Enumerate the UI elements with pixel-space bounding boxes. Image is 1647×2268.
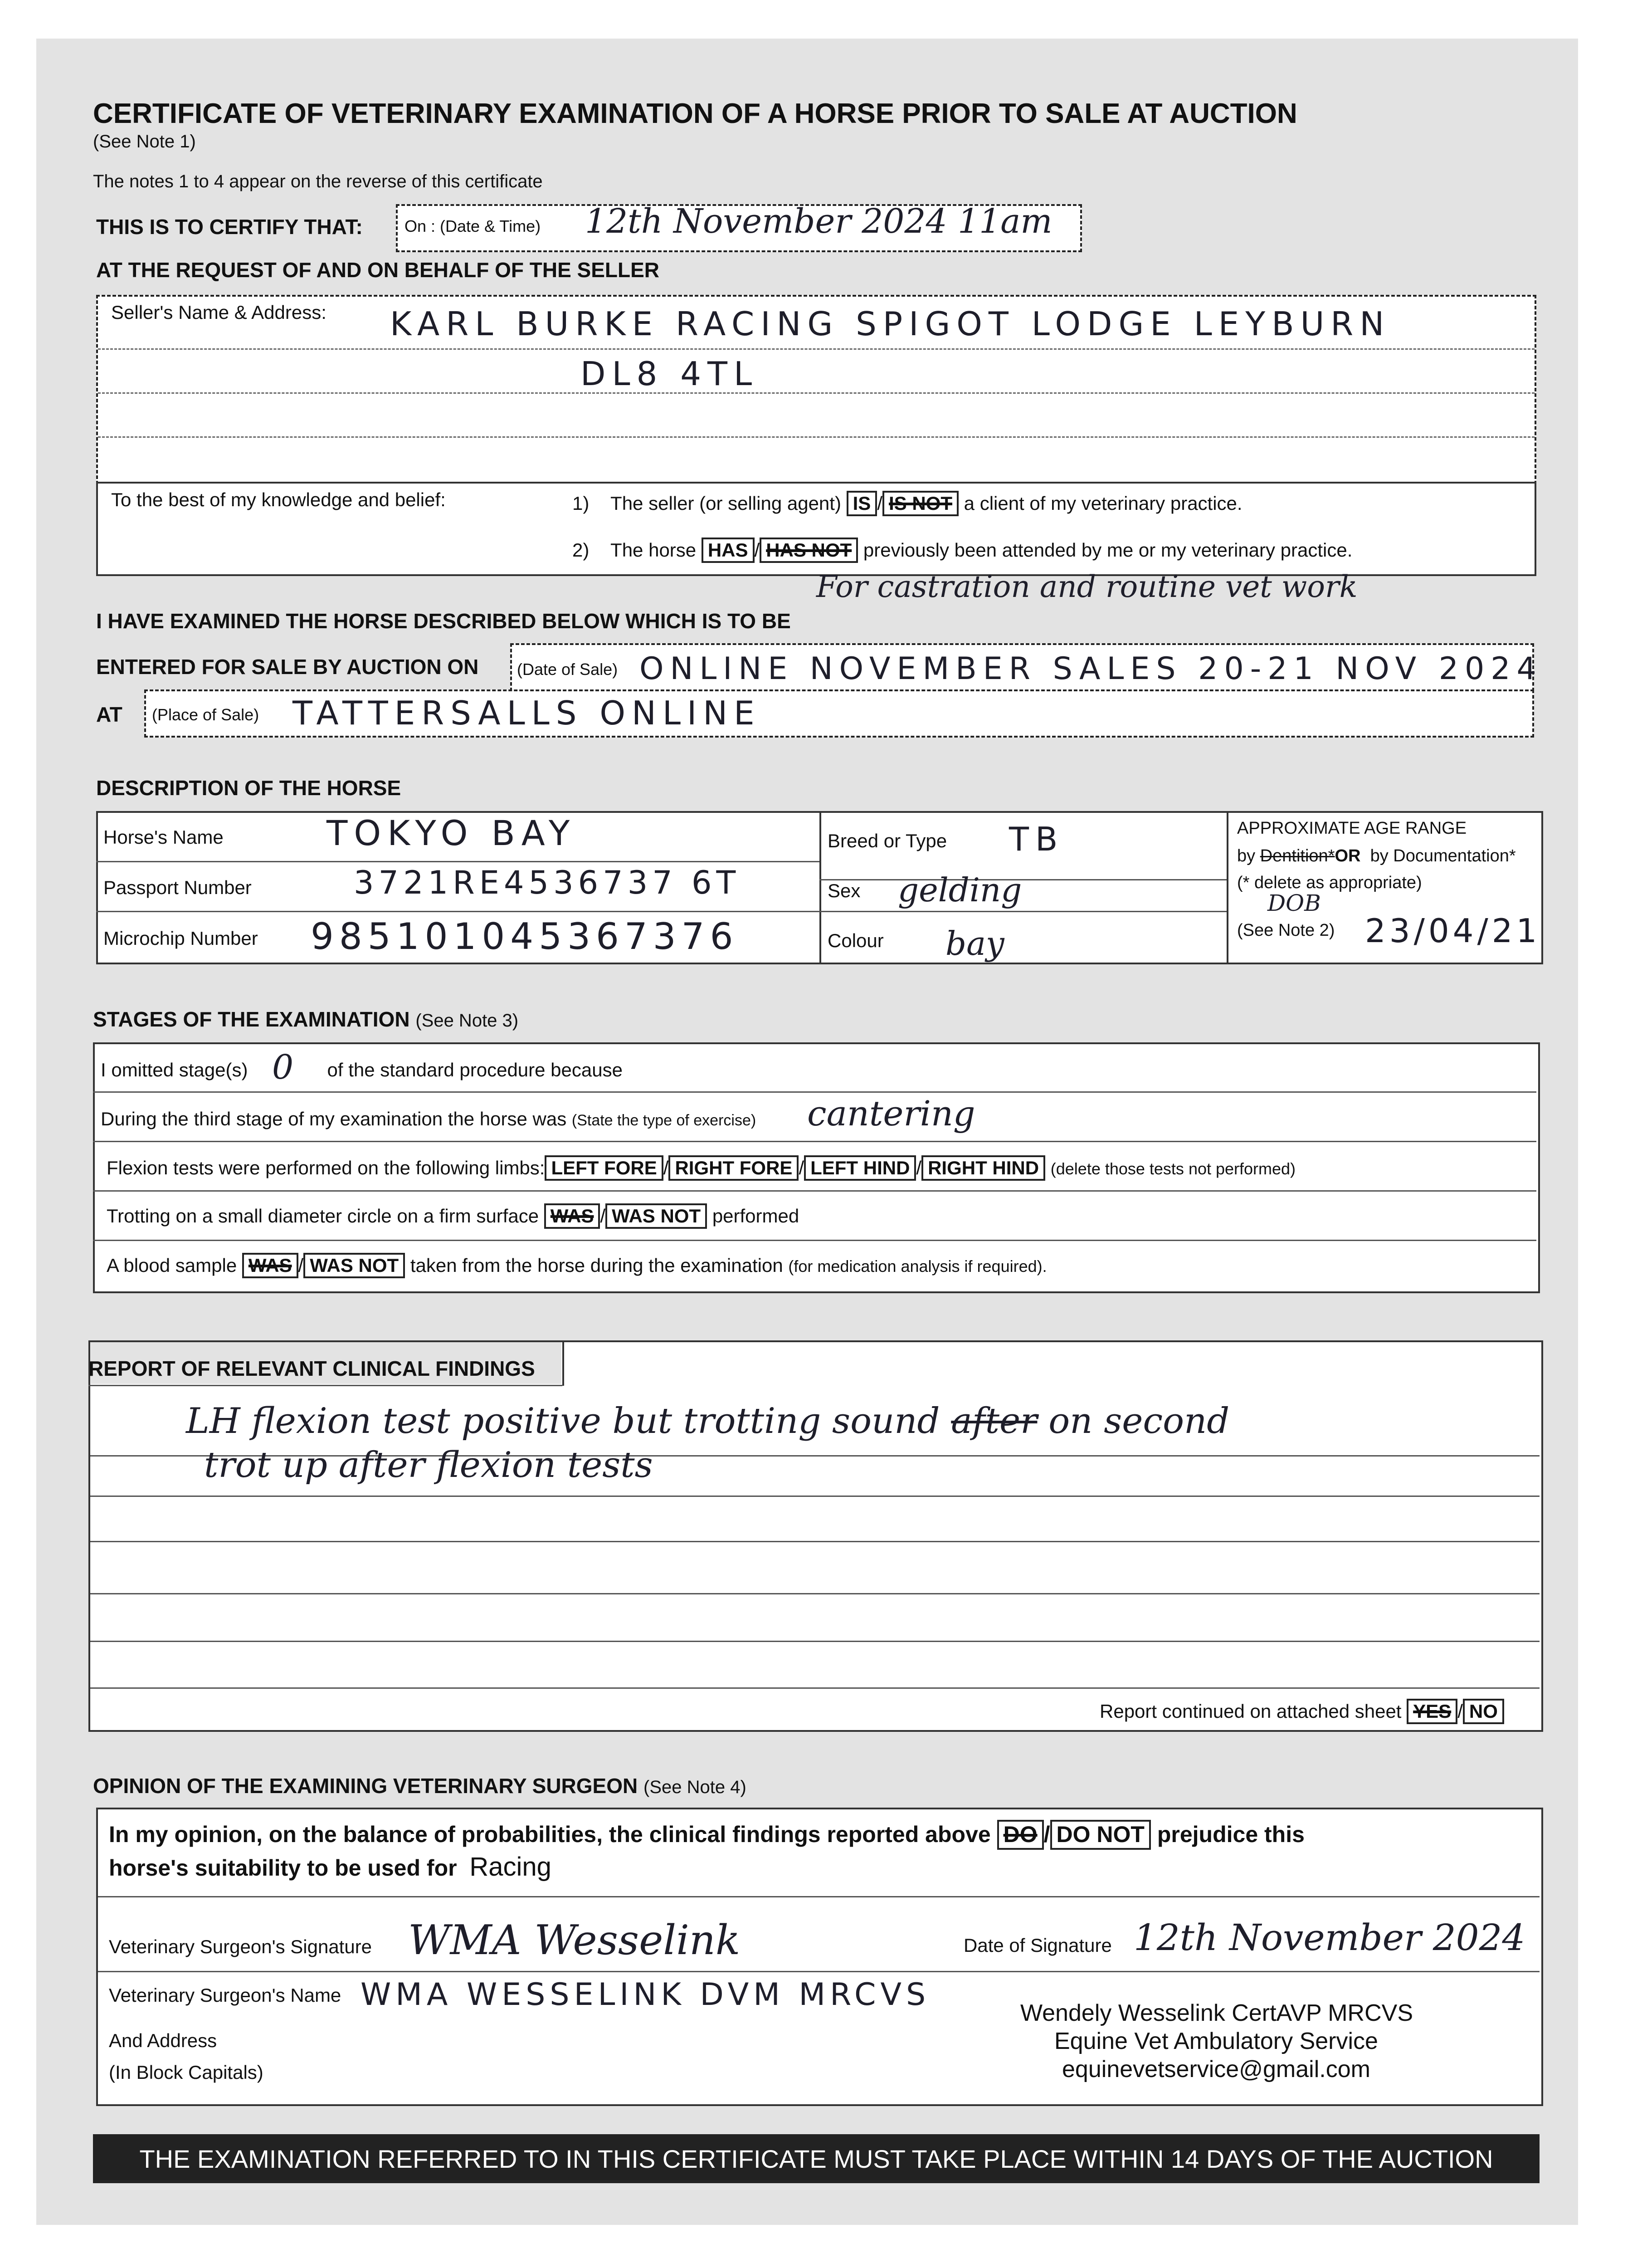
at-label: AT [96, 703, 122, 726]
vet-name-label: Veterinary Surgeon's Name [109, 1984, 341, 2006]
signature-date-label: Date of Signature [964, 1935, 1112, 1956]
colour-value: bay [945, 924, 1004, 963]
vet-stamp-line-2: Equine Vet Ambulatory Service [1054, 2028, 1378, 2054]
blood-was-not-option[interactable]: WAS NOT [303, 1253, 405, 1278]
notes-intro: The notes 1 to 4 appear on the reverse of this certificate [93, 171, 543, 191]
certificate-title: CERTIFICATE OF VETERINARY EXAMINATION OF A HORSE PRIOR TO SALE AT AUCTION [93, 98, 1297, 129]
horse-name-label: Horse's Name [103, 826, 224, 848]
microchip-value: 985101045367376 [311, 915, 739, 958]
vet-name-value: WMA WESSELINK DVM MRCVS [361, 1977, 931, 2013]
address-label-1: And Address [109, 2030, 217, 2051]
examined-label-1: I HAVE EXAMINED THE HORSE DESCRIBED BELOW WHICH IS TO BE [96, 609, 791, 633]
trotting-row: Trotting on a small diameter circle on a firm surface WAS / WAS NOT performed [107, 1203, 799, 1229]
knowledge-item-1: 1) The seller (or selling agent) IS / IS NOT a client of my veterinary practice. [572, 491, 1243, 516]
report-continued: Report continued on attached sheet YES / NO [1100, 1699, 1504, 1724]
see-note-1: (See Note 1) [93, 132, 196, 152]
seller-address-line-1: KARL BURKE RACING SPIGOT LODGE LEYBURN [390, 305, 1391, 343]
continued-no-option[interactable]: NO [1463, 1699, 1504, 1724]
opinion-do-not-option[interactable]: DO NOT [1050, 1820, 1151, 1850]
opinion-line-2: horse's suitability to be used for Racing [109, 1852, 551, 1882]
signature-mark: WMA Wesselink [408, 1916, 741, 1964]
blood-was-option[interactable]: WAS [242, 1253, 298, 1278]
examined-label-2: ENTERED FOR SALE BY AUCTION ON [96, 655, 479, 679]
footer-text: THE EXAMINATION REFERRED TO IN THIS CERTIFICATE MUST TAKE PLACE WITHIN 14 DAYS OF THE AUCTION [139, 2145, 1493, 2173]
horse-has-not-been-attended-option[interactable]: HAS NOT [760, 538, 858, 563]
sale-date-label: (Date of Sale) [517, 660, 618, 679]
breed-value: TB [1009, 820, 1064, 858]
opinion-line-1: In my opinion, on the balance of probabilities, the clinical findings reported above DO / DO NOT prejudice this [109, 1820, 1305, 1850]
colour-label: Colour [828, 930, 884, 951]
on-date-label: On : (Date & Time) [404, 217, 541, 235]
vet-stamp-line-1: Wendely Wesselink CertAVP MRCVS [1020, 2000, 1413, 2026]
trotting-was-not-option[interactable]: WAS NOT [605, 1203, 707, 1229]
third-stage-value: cantering [807, 1093, 975, 1134]
blood-sample-row: A blood sample WAS / WAS NOT taken from the horse during the examination (for medication analysis if required). [107, 1253, 1047, 1278]
flexion-left-hind[interactable]: LEFT HIND [804, 1155, 916, 1181]
age-delete-note: (* delete as appropriate) [1237, 873, 1422, 892]
omitted-value: 0 [272, 1048, 294, 1087]
passport-value: 3721RE4536737 6T [354, 864, 741, 901]
flexion-right-hind[interactable]: RIGHT HIND [921, 1155, 1045, 1181]
seller-address-line-2: DL8 4TL [580, 355, 759, 393]
stages-heading: STAGES OF THE EXAMINATION (See Note 3) [93, 1007, 519, 1031]
signature-date-value: 12th November 2024 [1134, 1916, 1525, 1959]
signature-label: Veterinary Surgeon's Signature [109, 1936, 372, 1957]
request-label: AT THE REQUEST OF AND ON BEHALF OF THE SELLER [96, 258, 659, 282]
vet-stamp-line-3: equinevetservice@gmail.com [1062, 2056, 1370, 2082]
age-dob-value: 23/04/21 [1365, 912, 1541, 950]
report-finding-line-2: trot up after flexion tests [204, 1445, 653, 1486]
flexion-left-fore[interactable]: LEFT FORE [545, 1155, 663, 1181]
sex-label: Sex [828, 880, 861, 901]
age-method: by Dentition*OR by Documentation* [1237, 846, 1516, 865]
age-see-note: (See Note 2) [1237, 921, 1335, 940]
opinion-do-option[interactable]: DO [997, 1820, 1044, 1850]
report-finding-line-1: LH flexion test positive but trotting sound after on second [186, 1401, 1230, 1442]
microchip-label: Microchip Number [103, 928, 258, 949]
report-heading: REPORT OF RELEVANT CLINICAL FINDINGS [88, 1357, 535, 1380]
seller-is-not-client-option[interactable]: IS NOT [882, 491, 959, 516]
sex-value: gelding [898, 871, 1022, 909]
sale-date-value: ONLINE NOVEMBER SALES 20-21 NOV 2024 [639, 651, 1543, 687]
age-heading: APPROXIMATE AGE RANGE [1237, 819, 1467, 838]
attended-handwritten-note: For castration and routine vet work [816, 569, 1358, 604]
breed-label: Breed or Type [828, 830, 947, 851]
third-stage-row: During the third stage of my examination the horse was (State the type of exercise) [101, 1108, 756, 1129]
certify-label: THIS IS TO CERTIFY THAT: [96, 215, 363, 239]
address-label-2: (In Block Capitals) [109, 2062, 263, 2083]
passport-label: Passport Number [103, 877, 252, 898]
sale-place-label: (Place of Sale) [152, 705, 259, 724]
continued-yes-option[interactable]: YES [1407, 1699, 1457, 1724]
trotting-was-option[interactable]: WAS [544, 1203, 600, 1229]
omitted-row: I omitted stage(s) of the standard procedure because [101, 1059, 623, 1080]
seller-label: Seller's Name & Address: [111, 302, 326, 323]
knowledge-item-2: 2) The horse HAS / HAS NOT previously been attended by me or my veterinary practice. [572, 538, 1352, 563]
sale-place-value: TATTERSALLS ONLINE [292, 694, 761, 732]
knowledge-label: To the best of my knowledge and belief: [111, 489, 446, 510]
horse-has-been-attended-option[interactable]: HAS [702, 538, 755, 563]
flexion-right-fore[interactable]: RIGHT FORE [668, 1155, 799, 1181]
on-date-value: 12th November 2024 11am [585, 202, 1053, 241]
flexion-row: Flexion tests were performed on the following limbs: LEFT FORE / RIGHT FORE / LEFT HIND / RIGHT HIND (delete those tests not performed) [107, 1155, 1296, 1181]
seller-is-client-option[interactable]: IS [847, 491, 877, 516]
age-dob-label: DOB [1267, 890, 1321, 916]
horse-name-value: TOKYO BAY [326, 813, 576, 853]
description-heading: DESCRIPTION OF THE HORSE [96, 776, 401, 800]
report-table [88, 1340, 1543, 1732]
opinion-heading: OPINION OF THE EXAMINING VETERINARY SURGEON (See Note 4) [93, 1774, 746, 1798]
